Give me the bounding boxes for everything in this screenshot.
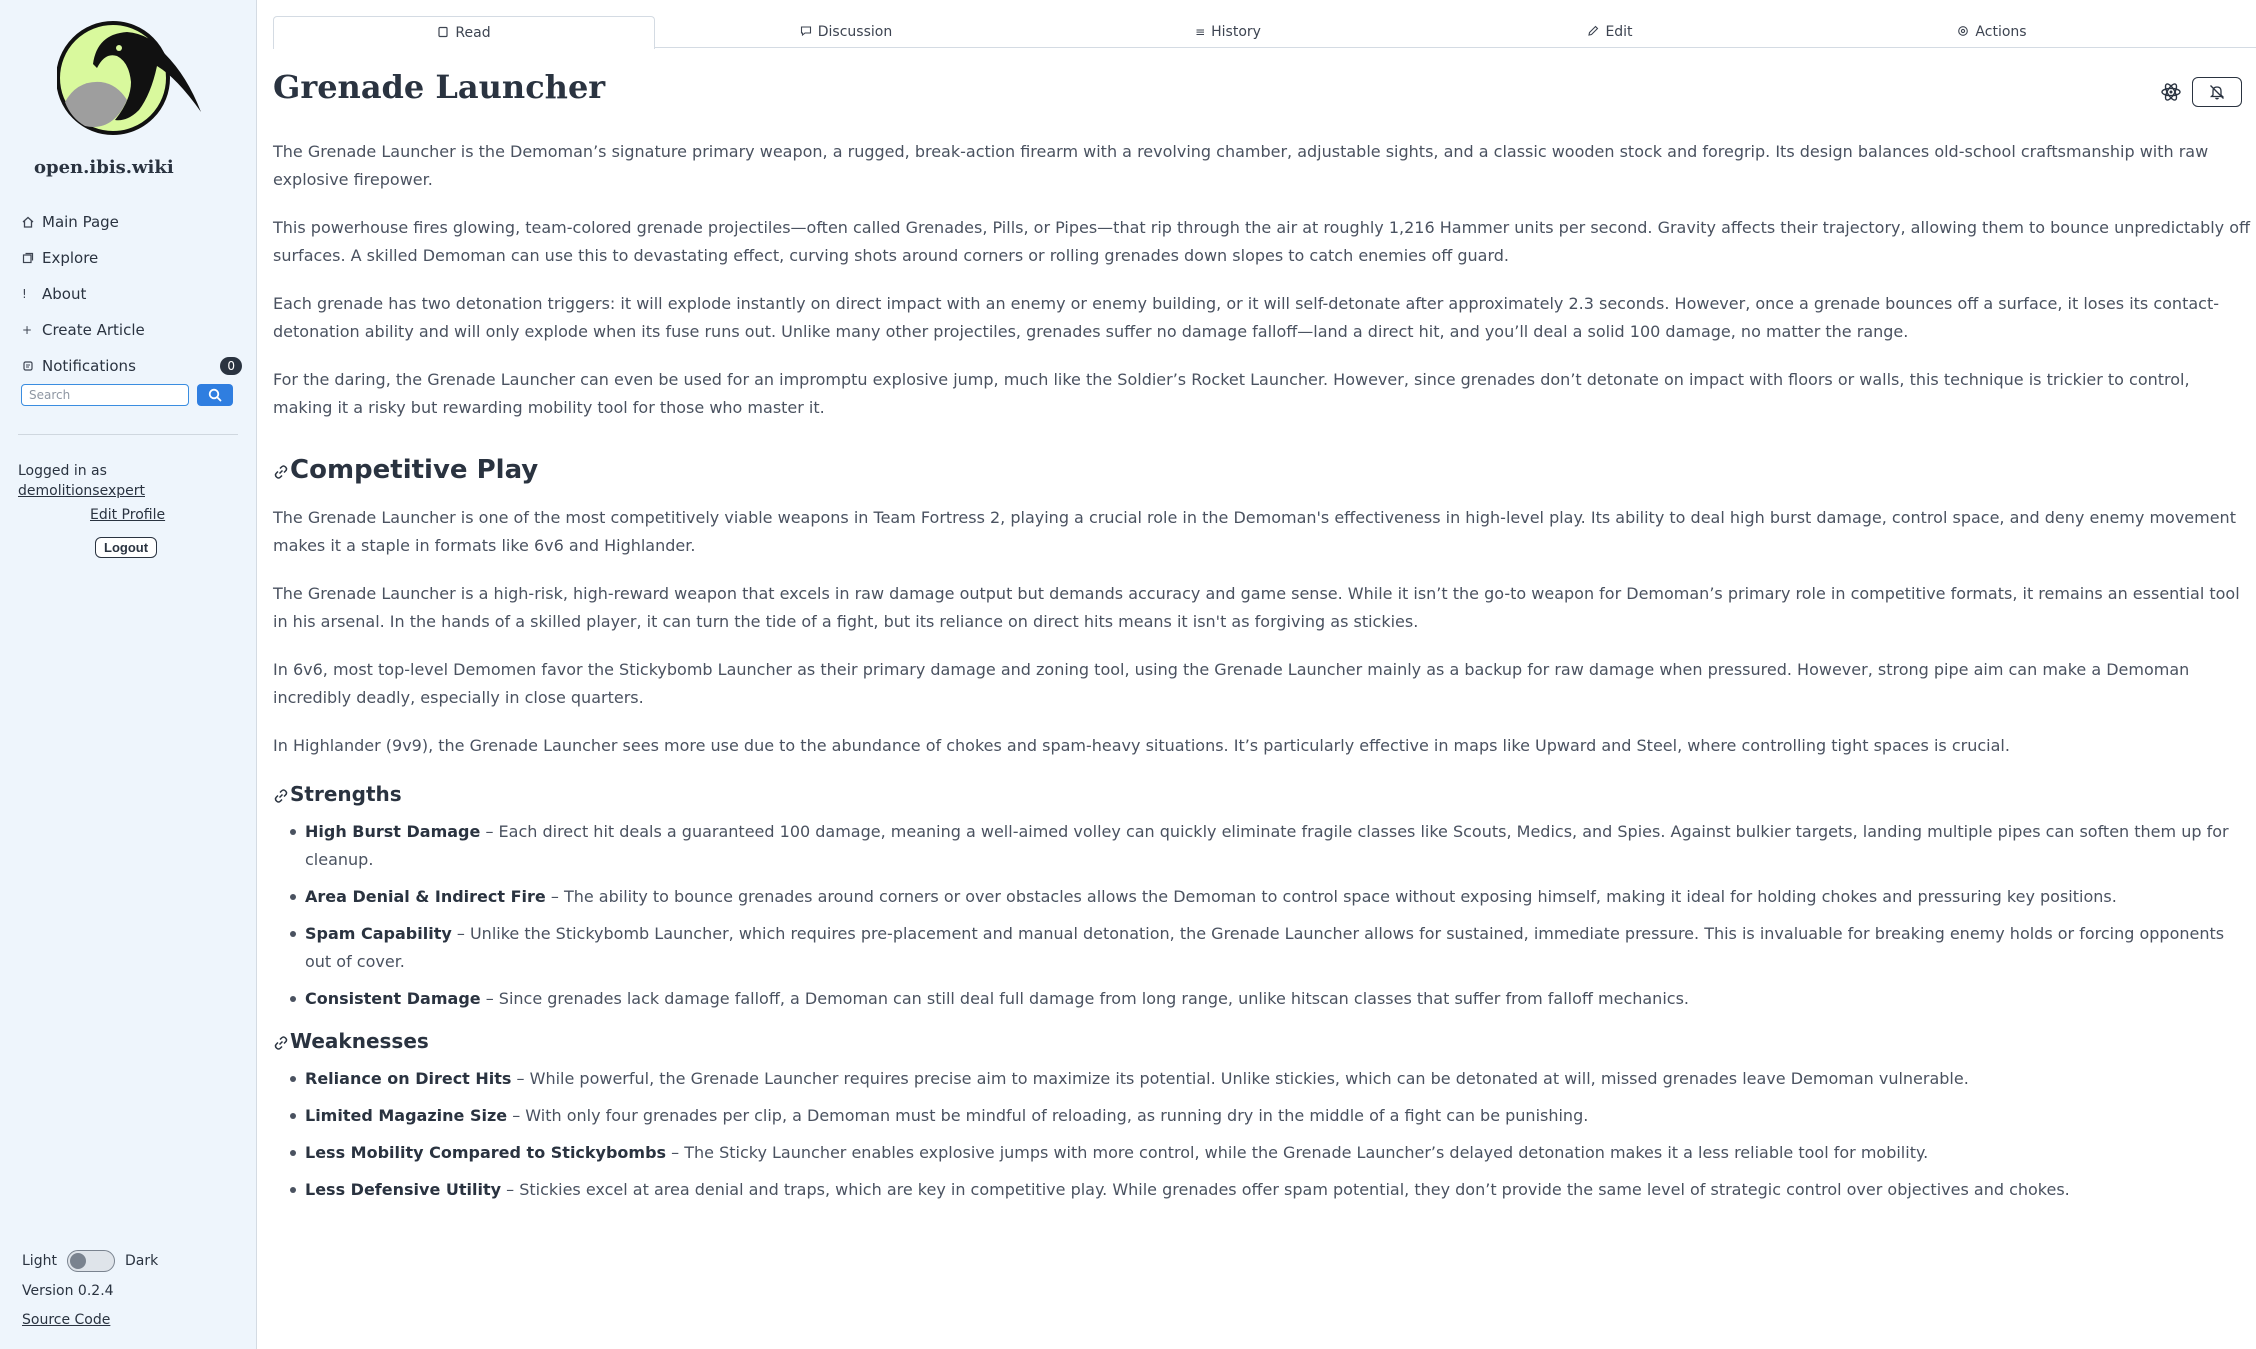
list-item-text: – The ability to bounce grenades around corners or over obstacles allows the Demoman to control space without exposing himself, making it ideal for holding chokes and pressuring key positions. (545, 887, 2117, 906)
heading-text: Strengths (290, 782, 402, 806)
list-item-text: – With only four grenades per clip, a Demoman must be mindful of reloading, as running dry in the middle of a fight can be punishing. (507, 1106, 1589, 1125)
chat-icon (800, 25, 812, 40)
sidebar-nav (22, 204, 242, 384)
explore-icon (22, 252, 42, 264)
info-icon: ! (22, 287, 27, 301)
tab-actions[interactable] (1801, 16, 2183, 48)
list-item-term: Less Defensive Utility (305, 1180, 502, 1199)
tab-label: Actions (1975, 24, 2027, 40)
list-item-term: Consistent Damage (305, 989, 481, 1008)
heading-text: Weaknesses (290, 1029, 429, 1053)
list-icon: ≡ (1195, 25, 1206, 39)
plus-icon: + (22, 323, 33, 337)
list-item-text: – Stickies excel at area denial and traps, which are key in competitive play. While grenades offer spam potential, they don’t provide the same level of strategic control over objectives and chokes. (501, 1180, 2070, 1199)
list-item (305, 818, 2251, 874)
edit-profile-link[interactable]: Edit Profile (90, 507, 166, 523)
section-heading-competitive-play (273, 456, 2251, 484)
list-item-term: Less Mobility Compared to Stickybombs (305, 1143, 667, 1162)
paragraph: The Grenade Launcher is one of the most competitively viable weapons in Team Fortress 2, playing a crucial role in the Demoman's effectiveness in high-level play. Its ability to deal high burst damage, control space, and deny enemy movement makes it a staple in formats like 6v6 and Highlander. (273, 508, 2236, 555)
home-icon (22, 216, 42, 228)
tab-label: Edit (1605, 24, 1633, 40)
sidebar (0, 0, 257, 1349)
sidebar-item-label: Main Page (42, 213, 119, 231)
search-icon (208, 388, 222, 402)
sidebar-item-create-article[interactable] (22, 312, 242, 348)
tab-edit[interactable] (1419, 16, 1801, 48)
theme-light-label: Light (22, 1253, 57, 1269)
article-tabs (273, 16, 2256, 48)
list-item (305, 985, 2251, 1013)
list-item-term: Limited Magazine Size (305, 1106, 508, 1125)
title-tools (2160, 77, 2242, 107)
tab-label: History (1211, 24, 1261, 40)
gear-icon (1957, 25, 1969, 40)
link-icon[interactable] (273, 464, 289, 480)
list-item-term: Spam Capability (305, 924, 452, 943)
paragraph: The Grenade Launcher is a high-risk, high-reward weapon that excels in raw damage output but demands accuracy and game sense. While it isn’t the go-to weapon for Demoman’s primary role in competitive formats, it remains an essential tool in his arsenal. In the hands of a skilled player, it can turn the tide of a fight, but its reliance on direct hits means it isn't as forgiving as stickies. (273, 584, 2240, 631)
section-heading-weaknesses (273, 1027, 2251, 1055)
paragraph: This powerhouse fires glowing, team-colored grenade projectiles—often called Grenades, Pills, or Pipes—that rip through the air at roughly 1,216 Hammer units per second. Gravity affects their trajectory, allowing them to bounce unpredictably off surfaces. A skilled Demoman can use this to devastating effect, curving shots around corners or rolling grenades down slopes to catch enemies off guard. (273, 218, 2251, 265)
tab-label: Discussion (817, 24, 893, 40)
list-item-term: Area Denial & Indirect Fire (305, 887, 546, 906)
list-item (305, 1102, 2251, 1130)
tab-discussion[interactable] (655, 16, 1037, 48)
list-item (305, 1065, 2251, 1093)
atom-icon[interactable] (2160, 81, 2182, 103)
sidebar-item-label: Explore (42, 249, 99, 267)
site-name[interactable]: open.ibis.wiki (34, 157, 174, 178)
theme-switch (22, 1250, 158, 1272)
list-item-text: – Unlike the Stickybomb Launcher, which requires pre-placement and manual detonation, the Grenade Launcher allows for sustained, immediate pressure. This is invaluable for breaking enemy holds or forcing opponents out of cover. (305, 924, 2225, 971)
list-item (305, 1176, 2251, 1204)
strengths-list (273, 818, 2251, 1013)
paragraph: For the daring, the Grenade Launcher can even be used for an impromptu explosive jump, much like the Soldier’s Rocket Launcher. However, since grenades don’t detonate on impact with floors or walls, this technique is trickier to control, making it a risky but rewarding mobility tool for those who master it. (273, 370, 2190, 417)
logged-in-info (18, 461, 145, 501)
heading-text: Competitive Play (290, 455, 539, 485)
sidebar-item-label: About (42, 285, 87, 303)
list-item-term: High Burst Damage (305, 822, 481, 841)
page-title: Grenade Launcher (273, 68, 606, 106)
logged-in-label: Logged in as (18, 463, 107, 479)
list-item-text: – Each direct hit deals a guaranteed 100 damage, meaning a well-aimed volley can quickly eliminate fragile classes like Scouts, Medics, and Spies. Against bulkier targets, landing multiple pipes can soften them up for cleanup. (305, 822, 2229, 869)
paragraph: Each grenade has two detonation triggers: it will explode instantly on direct impact with an enemy or enemy building, or it will self-detonate after approximately 2.3 seconds. However, once a grenade bounces off a surface, it loses its contact-detonation ability and will only explode when its fuse runs out. Unlike many other projectiles, grenades suffer no damage falloff—land a direct hit, and you’ll deal a solid 100 damage, no matter the range. (273, 294, 2219, 341)
sidebar-divider (18, 434, 238, 435)
list-item-text: – The Sticky Launcher enables explosive jumps with more control, while the Grenade Launcher’s delayed detonation makes it a less reliable tool for mobility. (666, 1143, 1929, 1162)
source-code-link[interactable]: Source Code (22, 1312, 111, 1328)
sidebar-item-label: Create Article (42, 321, 145, 339)
notifications-count-badge: 0 (220, 357, 242, 375)
list-item (305, 883, 2251, 911)
sidebar-item-explore[interactable] (22, 240, 242, 276)
tab-history[interactable] (1037, 16, 1419, 48)
section-heading-strengths (273, 780, 2251, 808)
username-link[interactable]: demolitionsexpert (18, 483, 145, 499)
logout-button[interactable]: Logout (95, 537, 157, 558)
paragraph: In 6v6, most top-level Demomen favor the Stickybomb Launcher as their primary damage and zoning tool, using the Grenade Launcher mainly as a backup for raw damage when pressured. However, strong pipe aim can make a Demoman incredibly deadly, especially in close quarters. (273, 660, 2190, 707)
sidebar-item-notifications[interactable] (22, 348, 242, 384)
theme-dark-label: Dark (124, 1253, 159, 1269)
article-body (273, 138, 2251, 1218)
weaknesses-list (273, 1065, 2251, 1204)
theme-toggle[interactable] (67, 1250, 115, 1272)
toggle-knob (70, 1253, 86, 1269)
version-text: Version 0.2.4 (22, 1283, 114, 1299)
tab-read[interactable] (273, 16, 655, 49)
follow-notifications-button[interactable] (2192, 77, 2242, 107)
list-item-text: – Since grenades lack damage falloff, a Demoman can still deal full damage from long range, unlike hitscan classes that suffer from falloff mechanics. (480, 989, 1689, 1008)
search-button[interactable] (197, 384, 233, 406)
search-input[interactable] (21, 384, 189, 406)
list-item (305, 920, 2251, 976)
book-icon (437, 26, 449, 41)
sidebar-item-label: Notifications (42, 357, 136, 375)
paragraph: In Highlander (9v9), the Grenade Launcher sees more use due to the abundance of chokes and spam-heavy situations. It’s particularly effective in maps like Upward and Steel, where controlling tight spaces is crucial. (273, 736, 2010, 755)
list-item-text: – While powerful, the Grenade Launcher requires precise aim to maximize its potential. Unlike stickies, which can be detonated at will, missed grenades leave Demoman vulnerable. (511, 1069, 1969, 1088)
paragraph: The Grenade Launcher is the Demoman’s signature primary weapon, a rugged, break-action firearm with a revolving chamber, adjustable sights, and a classic wooden stock and foregrip. Its design balances old-school craftsmanship with raw explosive firepower. (273, 142, 2209, 189)
pencil-icon (1587, 25, 1599, 40)
sidebar-item-about[interactable] (22, 276, 242, 312)
link-icon[interactable] (273, 1035, 289, 1051)
link-icon[interactable] (273, 788, 289, 804)
search-form (21, 384, 233, 406)
tab-label: Read (455, 25, 491, 41)
list-item (305, 1139, 2251, 1167)
list-item-term: Reliance on Direct Hits (305, 1069, 512, 1088)
bell-icon (22, 360, 42, 372)
bell-off-icon (2208, 83, 2226, 101)
ibis-logo-icon[interactable] (57, 20, 203, 138)
sidebar-item-main-page[interactable] (22, 204, 242, 240)
